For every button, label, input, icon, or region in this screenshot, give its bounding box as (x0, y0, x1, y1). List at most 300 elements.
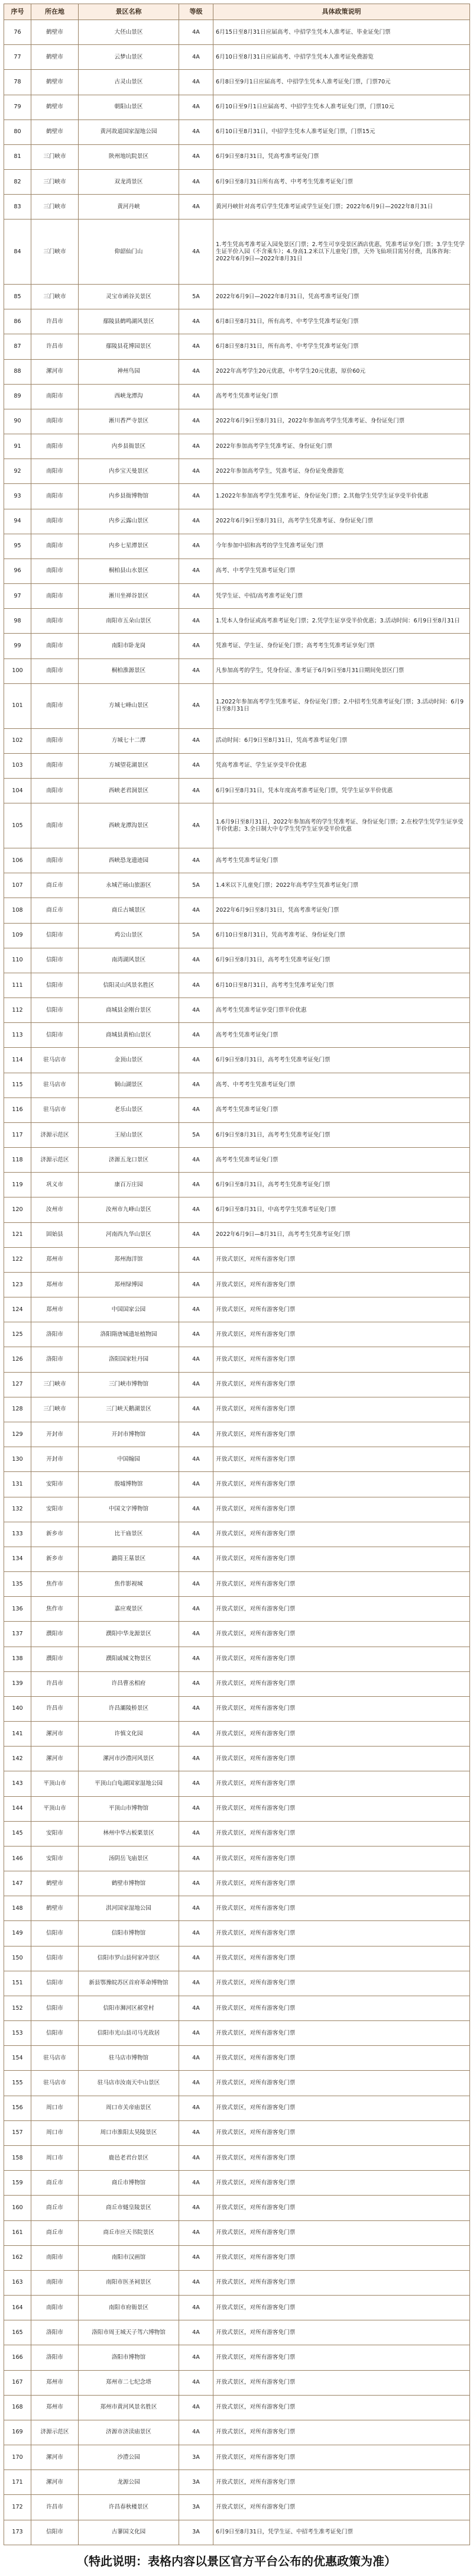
cell-city: 驻马店市 (31, 1073, 79, 1097)
cell-city: 三门峡市 (31, 1397, 79, 1422)
cell-level: 4A (179, 1272, 213, 1297)
cell-name: 焦作影视城 (79, 1572, 179, 1597)
cell-city: 三门峡市 (31, 285, 79, 309)
cell-name: 内乡县衙景区 (79, 434, 179, 459)
cell-num: 138 (4, 1647, 31, 1671)
cell-city: 鹤壁市 (31, 1871, 79, 1896)
cell-name: 黄河故道国家湿地公园 (79, 120, 179, 144)
cell-name: 南阳市汉画馆 (79, 2245, 179, 2270)
table-row (4, 334, 470, 359)
cell-policy: 1.6月9日至8月31日，2022年参加高考的学生凭准考证、身份证免门票；2.在校学生凭学生证享受半价优惠；3.全日制大中专学生凭学生证享受半价优惠 (213, 803, 470, 848)
cell-policy: 高考、中考考生凭准考证免门票 (213, 1073, 470, 1097)
header-policy: 具体政策说明 (213, 4, 470, 20)
table-row (4, 2370, 470, 2395)
cell-num: 127 (4, 1372, 31, 1397)
cell-name: 方城望花湖景区 (79, 753, 179, 778)
cell-name: 神州鸟园 (79, 359, 179, 384)
table-row (4, 1722, 470, 1747)
cell-name: 鄢陵县花博园景区 (79, 334, 179, 359)
cell-name: 信阳市浉河区郝堂村 (79, 1996, 179, 2020)
cell-city: 驻马店市 (31, 1048, 79, 1073)
cell-name: 金顶山景区 (79, 1048, 179, 1073)
table-row (4, 728, 470, 753)
table-row (4, 1696, 470, 1721)
cell-level: 4A (179, 195, 213, 219)
cell-name: 信阳市罗山县何家冲景区 (79, 1946, 179, 1971)
table-row (4, 2470, 470, 2495)
table-row (4, 753, 470, 778)
cell-name: 西峡龙潭沟 (79, 384, 179, 409)
table-row (4, 120, 470, 144)
table-row (4, 658, 470, 683)
cell-level: 5A (179, 923, 213, 948)
table-header-row (4, 4, 470, 20)
cell-num: 85 (4, 285, 31, 309)
cell-name: 新县鄂豫皖苏区首府革命博物馆 (79, 1971, 179, 1996)
table-row (4, 1372, 470, 1397)
cell-policy: 2022年6月9日至8月31日，2022年参加高考学生凭准考证、身份证免门票 (213, 409, 470, 434)
cell-city: 信阳市 (31, 2520, 79, 2545)
cell-num: 141 (4, 1722, 31, 1747)
cell-name: 内乡云露山景区 (79, 509, 179, 534)
cell-name: 老乐山景区 (79, 1097, 179, 1122)
cell-policy: 开放式景区，对所有游客免门票 (213, 1896, 470, 1921)
cell-level: 4A (179, 584, 213, 609)
table-row (4, 848, 470, 873)
cell-policy: 6月9日至8月31日，凭本年度高考准考证免门票，凭学生证享半价优惠 (213, 778, 470, 803)
cell-policy: 开放式景区，对所有游客免门票 (213, 1547, 470, 1571)
cell-policy: 1.2022年参加高考学生凭准考证、身份证免门票；2.中招考生凭准考证免门票；3.活动时间：6月9日至8月31日 (213, 683, 470, 728)
cell-num: 82 (4, 170, 31, 195)
cell-name: 平顶山市博物馆 (79, 1796, 179, 1821)
cell-num: 145 (4, 1821, 31, 1846)
table-row (4, 2220, 470, 2245)
cell-name: 中国翰园 (79, 1447, 179, 1472)
cell-level: 4A (179, 1522, 213, 1547)
cell-name: 中国国家公园 (79, 1297, 179, 1322)
cell-policy: 开放式景区，对所有游客免门票 (213, 1622, 470, 1647)
cell-city: 安阳市 (31, 1472, 79, 1497)
cell-name: 大伾山景区 (79, 20, 179, 45)
cell-level: 5A (179, 285, 213, 309)
cell-num: 81 (4, 144, 31, 169)
cell-city: 三门峡市 (31, 1372, 79, 1397)
cell-level: 4A (179, 1747, 213, 1771)
cell-city: 郑州市 (31, 2370, 79, 2395)
cell-level: 4A (179, 683, 213, 728)
cell-level: 4A (179, 2296, 213, 2320)
cell-name: 桐柏淮源景区 (79, 658, 179, 683)
header-city: 所在地 (31, 4, 79, 20)
cell-city: 濮阳市 (31, 1647, 79, 1671)
cell-level: 4A (179, 1796, 213, 1821)
cell-level: 4A (179, 1896, 213, 1921)
cell-city: 开封市 (31, 1422, 79, 1447)
cell-num: 128 (4, 1397, 31, 1422)
cell-num: 130 (4, 1447, 31, 1472)
cell-level: 4A (179, 170, 213, 195)
cell-num: 135 (4, 1572, 31, 1597)
header-level: 等级 (179, 4, 213, 20)
cell-level: 4A (179, 1946, 213, 1971)
cell-level: 4A (179, 1971, 213, 1996)
cell-name: 鹤壁市博物馆 (79, 1871, 179, 1896)
cell-policy: 开放式景区，对所有游客免门票 (213, 1372, 470, 1397)
cell-city: 许昌市 (31, 2495, 79, 2520)
cell-city: 鹤壁市 (31, 1896, 79, 1921)
cell-num: 158 (4, 2145, 31, 2170)
cell-name: 鄢陵县鹤鸣湖风景区 (79, 309, 179, 334)
cell-policy: 1.4米以下儿童免门票；2022年高考学生凭准考证免门票 (213, 873, 470, 898)
cell-city: 三门峡市 (31, 219, 79, 285)
cell-num: 113 (4, 1023, 31, 1048)
cell-city: 郑州市 (31, 1272, 79, 1297)
cell-city: 新乡市 (31, 1547, 79, 1571)
cell-city: 商丘市 (31, 2220, 79, 2245)
cell-name: 方城七十二潭 (79, 728, 179, 753)
cell-city: 济源示范区 (31, 1122, 79, 1147)
cell-level: 4A (179, 20, 213, 45)
cell-city: 漯河市 (31, 1722, 79, 1747)
table-row (4, 20, 470, 45)
cell-num: 156 (4, 2096, 31, 2120)
cell-level: 4A (179, 609, 213, 634)
table-row (4, 559, 470, 583)
cell-city: 许昌市 (31, 1696, 79, 1721)
cell-city: 驻马店市 (31, 2071, 79, 2096)
cell-policy: 高考考生凭准考证免门票 (213, 1023, 470, 1048)
table-row (4, 2420, 470, 2445)
table-row (4, 1497, 470, 1522)
cell-policy: 开放式景区，对所有游客免门票 (213, 1397, 470, 1422)
cell-policy: 开放式景区，对所有游客免门票 (213, 2345, 470, 2370)
cell-level: 4A (179, 459, 213, 484)
table-row (4, 1747, 470, 1771)
cell-num: 99 (4, 634, 31, 658)
cell-policy: 6月9日至8月31日，凭学生证、中招考生准考证免门票 (213, 2520, 470, 2545)
cell-name: 汤阴岳飞庙景区 (79, 1846, 179, 1871)
cell-num: 96 (4, 559, 31, 583)
cell-level: 4A (179, 2096, 213, 2120)
table-row (4, 1023, 470, 1048)
cell-level: 4A (179, 384, 213, 409)
cell-policy: 2022年6月9日至8月31日，高考学生凭准考证、身份证免门票 (213, 509, 470, 534)
table-row (4, 973, 470, 998)
cell-city: 洛阳市 (31, 1322, 79, 1347)
cell-policy: 6月8日至8月31日，所有高考、中考学生凭准考证免门票 (213, 309, 470, 334)
cell-name: 鸡公山景区 (79, 923, 179, 948)
table-row (4, 95, 470, 120)
cell-city: 新乡市 (31, 1522, 79, 1547)
cell-city: 信阳市 (31, 1996, 79, 2020)
cell-city: 商丘市 (31, 873, 79, 898)
cell-city: 鹤壁市 (31, 95, 79, 120)
cell-name: 黄河丹峡 (79, 195, 179, 219)
cell-policy: 开放式景区，对所有游客免门票 (213, 1846, 470, 1871)
table-row (4, 45, 470, 70)
cell-city: 安阳市 (31, 1846, 79, 1871)
cell-level: 4A (179, 1871, 213, 1896)
cell-level: 4A (179, 2220, 213, 2245)
cell-name: 南阳市卧龙岗 (79, 634, 179, 658)
cell-level: 4A (179, 2021, 213, 2046)
cell-name: 商丘市博物馆 (79, 2171, 179, 2196)
cell-policy: 6月9日至8月31日，高考考生凭准考证免门票 (213, 1173, 470, 1197)
cell-level: 4A (179, 1547, 213, 1571)
cell-policy: 高考考生凭准考证享受门票半价优惠 (213, 998, 470, 1023)
cell-name: 信阳市博物馆 (79, 1921, 179, 1946)
table-row (4, 2120, 470, 2145)
cell-num: 154 (4, 2046, 31, 2071)
cell-city: 鹤壁市 (31, 20, 79, 45)
cell-num: 105 (4, 803, 31, 848)
table-row (4, 1097, 470, 1122)
cell-num: 114 (4, 1048, 31, 1073)
cell-city: 驻马店市 (31, 2046, 79, 2071)
cell-level: 4A (179, 1073, 213, 1097)
table-row (4, 1821, 470, 1846)
cell-num: 163 (4, 2270, 31, 2295)
cell-num: 91 (4, 434, 31, 459)
cell-level: 4A (179, 1472, 213, 1497)
cell-policy: 开放式景区，对所有游客免门票 (213, 1771, 470, 1796)
cell-level: 4A (179, 1097, 213, 1122)
table-row (4, 2196, 470, 2220)
cell-num: 164 (4, 2296, 31, 2320)
table-row (4, 1647, 470, 1671)
cell-num: 80 (4, 120, 31, 144)
cell-num: 77 (4, 45, 31, 70)
table-row (4, 2096, 470, 2120)
table-row (4, 2520, 470, 2545)
cell-num: 159 (4, 2171, 31, 2196)
cell-num: 95 (4, 534, 31, 559)
cell-num: 119 (4, 1173, 31, 1197)
cell-city: 南阳市 (31, 609, 79, 634)
footer-note: （特此说明：表格内容以景区官方平台公布的优惠政策为准） (77, 2554, 396, 2568)
cell-policy: 开放式景区，对所有游客免门票 (213, 1322, 470, 1347)
cell-city: 南阳市 (31, 2245, 79, 2270)
cell-num: 89 (4, 384, 31, 409)
cell-policy: 黄河丹峡针对高考后学生凭准考证或学生证免门票；2022年6月9日—2022年8月31日 (213, 195, 470, 219)
table-row (4, 1597, 470, 1622)
cell-name: 洛阳隋唐城遗址植物园 (79, 1322, 179, 1347)
cell-name: 商丘市应天书院景区 (79, 2220, 179, 2245)
cell-city: 漯河市 (31, 2470, 79, 2495)
cell-city: 濮阳市 (31, 1622, 79, 1647)
cell-policy: 凭高考准考证、学生证享受半价优惠 (213, 753, 470, 778)
table-row (4, 1447, 470, 1472)
cell-name: 朝阳山景区 (79, 95, 179, 120)
table-row (4, 285, 470, 309)
cell-policy: 6月15日至8月31日应届高考、中招学生凭本人准考证、毕业证免门票 (213, 20, 470, 45)
cell-city: 平顶山市 (31, 1796, 79, 1821)
cell-city: 商丘市 (31, 2196, 79, 2220)
cell-num: 101 (4, 683, 31, 728)
table-row (4, 1148, 470, 1173)
cell-policy: 1.凭本人身份证或高考准考证免门票；2.凭学生证享受半价优惠；3.活动时间：6月9日至8月31日 (213, 609, 470, 634)
cell-level: 4A (179, 1322, 213, 1347)
cell-num: 120 (4, 1197, 31, 1222)
table-row (4, 409, 470, 434)
cell-level: 4A (179, 728, 213, 753)
cell-name: 内乡县衙博物馆 (79, 484, 179, 509)
cell-city: 平顶山市 (31, 1771, 79, 1796)
cell-level: 4A (179, 2420, 213, 2445)
cell-name: 商城县黄柏山景区 (79, 1023, 179, 1048)
cell-num: 146 (4, 1846, 31, 1871)
cell-policy: 开放式景区，对所有游客免门票 (213, 2021, 470, 2046)
table-row (4, 309, 470, 334)
cell-city: 信阳市 (31, 1921, 79, 1946)
table-row (4, 1946, 470, 1971)
cell-policy: 6月9日至8月31日，中高考学生凭准考证免门票 (213, 1197, 470, 1222)
cell-city: 商丘市 (31, 2171, 79, 2196)
cell-city: 南阳市 (31, 2296, 79, 2320)
cell-num: 170 (4, 2445, 31, 2470)
table-row (4, 70, 470, 95)
cell-policy: 开放式景区，对所有游客免门票 (213, 1272, 470, 1297)
cell-num: 124 (4, 1297, 31, 1322)
cell-level: 4A (179, 898, 213, 923)
table-row (4, 1197, 470, 1222)
cell-level: 4A (179, 753, 213, 778)
cell-name: 驻马店市汝南天中山景区 (79, 2071, 179, 2096)
cell-name: 郑州绿博园 (79, 1272, 179, 1297)
cell-city: 许昌市 (31, 309, 79, 334)
cell-city: 信阳市 (31, 998, 79, 1023)
scenic-policy-table (4, 4, 470, 2545)
cell-city: 洛阳市 (31, 2345, 79, 2370)
cell-level: 4A (179, 409, 213, 434)
cell-policy: 6月10日至8月31日应届高考、中招学生凭本人准考证免费游览 (213, 45, 470, 70)
table-row (4, 778, 470, 803)
table-row (4, 609, 470, 634)
cell-city: 南阳市 (31, 778, 79, 803)
cell-level: 4A (179, 559, 213, 583)
cell-num: 112 (4, 998, 31, 1023)
cell-policy: 开放式景区，对所有游客免门票 (213, 1696, 470, 1721)
cell-num: 111 (4, 973, 31, 998)
cell-num: 155 (4, 2071, 31, 2096)
table-row (4, 1297, 470, 1322)
cell-policy: 凡参加高考的学生，凭身份证、准考证于6月9日至8月31日期间免景区门票 (213, 658, 470, 683)
cell-level: 4A (179, 334, 213, 359)
table-row (4, 2046, 470, 2071)
table-row (4, 1921, 470, 1946)
cell-policy: 6月10日至9月1日应届高考、中招学生凭本人准考证免门票，门票10元 (213, 95, 470, 120)
cell-level: 4A (179, 2245, 213, 2270)
cell-level: 4A (179, 1821, 213, 1846)
cell-name: 西峡龙潭沟景区 (79, 803, 179, 848)
cell-name: 双龙湾景区 (79, 170, 179, 195)
cell-name: 内乡七星潭景区 (79, 534, 179, 559)
cell-num: 116 (4, 1097, 31, 1122)
cell-name: 济源五龙口景区 (79, 1148, 179, 1173)
cell-name: 古灵山景区 (79, 70, 179, 95)
cell-num: 168 (4, 2395, 31, 2420)
cell-level: 4A (179, 2270, 213, 2295)
cell-name: 郑州市黄河风景名胜区 (79, 2395, 179, 2420)
cell-level: 4A (179, 1996, 213, 2020)
table-row (4, 219, 470, 285)
cell-num: 104 (4, 778, 31, 803)
cell-level: 4A (179, 2370, 213, 2395)
cell-policy: 开放式景区，对所有游客免门票 (213, 1971, 470, 1996)
cell-city: 信阳市 (31, 1971, 79, 1996)
table-row (4, 1397, 470, 1422)
cell-city: 南阳市 (31, 658, 79, 683)
cell-name: 陕州地坑院景区 (79, 144, 179, 169)
cell-num: 133 (4, 1522, 31, 1547)
cell-city: 漯河市 (31, 359, 79, 384)
cell-city: 安阳市 (31, 1821, 79, 1846)
cell-policy: 6月10日至8月31日，高考考生凭准考证免门票 (213, 973, 470, 998)
cell-num: 103 (4, 753, 31, 778)
cell-policy: 2022年6月9日—8月31日，高考考生凭准考证免门票 (213, 1222, 470, 1247)
table-row (4, 873, 470, 898)
cell-num: 132 (4, 1497, 31, 1522)
cell-num: 118 (4, 1148, 31, 1173)
cell-city: 信阳市 (31, 2021, 79, 2046)
cell-city: 鹤壁市 (31, 45, 79, 70)
cell-policy: 开放式景区，对所有游客免门票 (213, 2071, 470, 2096)
cell-level: 4A (179, 534, 213, 559)
cell-level: 4A (179, 1148, 213, 1173)
cell-level: 4A (179, 2320, 213, 2345)
cell-name: 淅川香严寺景区 (79, 409, 179, 434)
table-row (4, 803, 470, 848)
cell-num: 98 (4, 609, 31, 634)
cell-policy: 开放式景区，对所有游客免门票 (213, 2270, 470, 2295)
cell-name: 鹿邑老君台景区 (79, 2145, 179, 2170)
cell-level: 4A (179, 2395, 213, 2420)
table-row (4, 1896, 470, 1921)
cell-city: 南阳市 (31, 434, 79, 459)
cell-policy: 开放式景区，对所有游客免门票 (213, 2420, 470, 2445)
table-row (4, 170, 470, 195)
cell-name: 内乡宝天曼景区 (79, 459, 179, 484)
cell-level: 4A (179, 1372, 213, 1397)
cell-policy: 6月9日至8月31日，高考考生凭准考证免门票 (213, 1122, 470, 1147)
cell-policy: 高考考生凭准考证免门票 (213, 1148, 470, 1173)
cell-level: 4A (179, 1597, 213, 1622)
cell-name: 云梦山景区 (79, 45, 179, 70)
cell-level: 4A (179, 120, 213, 144)
table-row (4, 1048, 470, 1073)
cell-city: 许昌市 (31, 1671, 79, 1696)
cell-policy: 开放式景区，对所有游客免门票 (213, 1597, 470, 1622)
table-row (4, 1272, 470, 1297)
cell-policy: 开放式景区，对所有游客免门票 (213, 2470, 470, 2495)
cell-num: 110 (4, 948, 31, 973)
cell-policy: 开放式景区，对所有游客免门票 (213, 2220, 470, 2245)
cell-city: 南阳市 (31, 728, 79, 753)
cell-policy: 6月10日至8月31日，凭高考准考证、身份证免门票 (213, 923, 470, 948)
header-name: 景区名称 (79, 4, 179, 20)
cell-policy: 开放式景区，对所有游客免门票 (213, 1472, 470, 1497)
cell-num: 109 (4, 923, 31, 948)
cell-num: 117 (4, 1122, 31, 1147)
cell-policy: 开放式景区，对所有游客免门票 (213, 1722, 470, 1747)
cell-level: 3A (179, 2470, 213, 2495)
cell-name: 南湾湖风景区 (79, 948, 179, 973)
cell-policy: 开放式景区，对所有游客免门票 (213, 2245, 470, 2270)
cell-policy: 开放式景区，对所有游客免门票 (213, 2171, 470, 2196)
cell-num: 84 (4, 219, 31, 285)
cell-num: 90 (4, 409, 31, 434)
cell-city: 南阳市 (31, 509, 79, 534)
